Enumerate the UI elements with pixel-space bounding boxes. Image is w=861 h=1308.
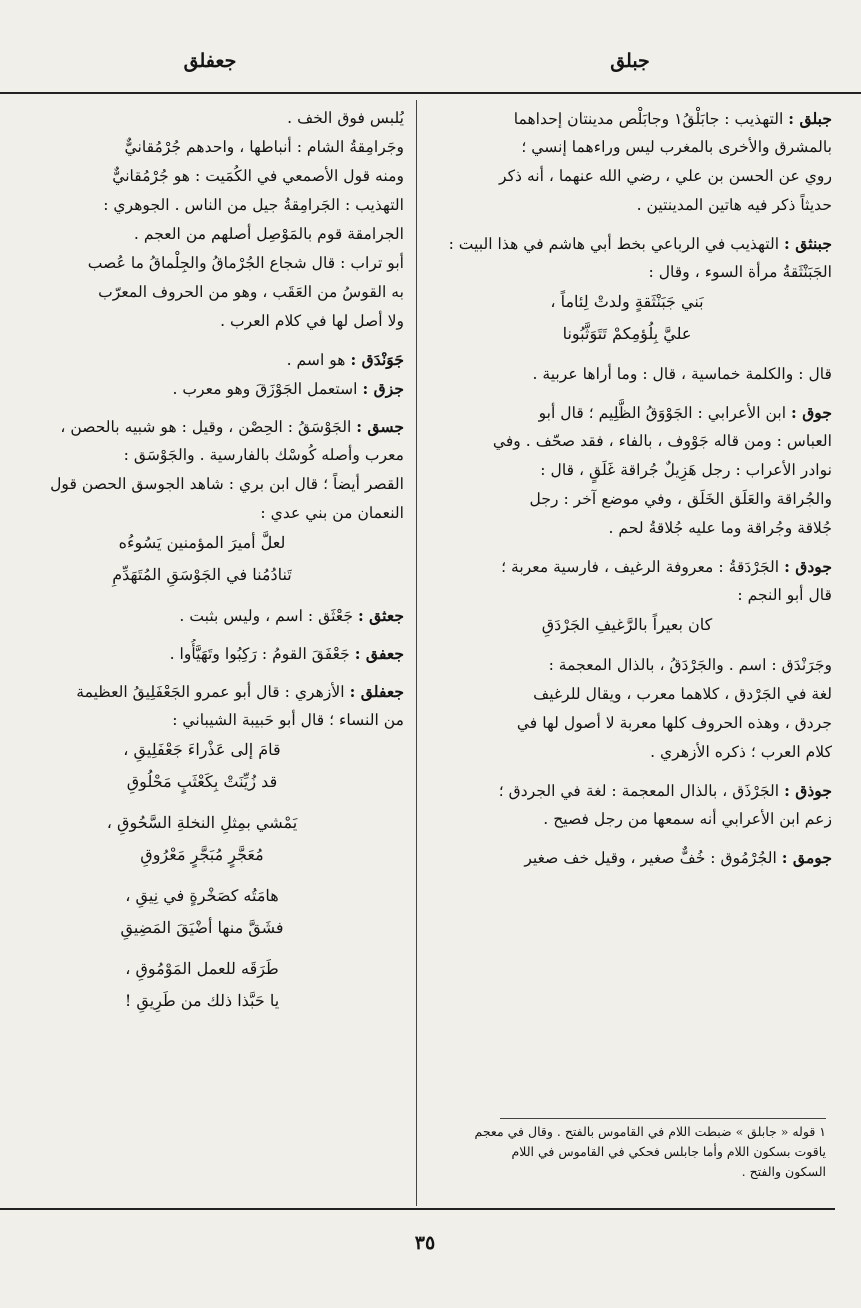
verse-line: بَني جَبَنْثَقةٍ ولدتْ لِئاماً ،: [550, 292, 704, 311]
entry-text: جَعْفَقَ القومُ : رَكِبُوا وتَهَيَّأُوا .: [169, 645, 355, 663]
entry-line: [422, 843, 832, 872]
headword: جوق :: [791, 403, 832, 422]
left-running-head: جعفلق: [183, 50, 237, 72]
column-divider: [416, 100, 417, 1206]
entry-text: التهذيب في الرباعي بخط أبي هاشم في هذا البيت :: [448, 235, 785, 253]
verse-line: طَرَقَه للعمل المَوْمُوقِ ،: [125, 959, 279, 978]
entry-line: [422, 776, 832, 805]
footnote-line: السكون والفتح .: [741, 1164, 826, 1179]
left-column: [0, 104, 404, 1018]
footnote-line: ١ قوله « جابلق » ضبطت اللام في القاموس بالفتح . وقال في معجم: [474, 1124, 826, 1139]
entry-line: [0, 639, 404, 668]
headword: جعفق :: [354, 644, 404, 663]
headword: جوذق :: [784, 781, 832, 800]
text-line: النعمان من بني عدي :: [260, 504, 404, 522]
entry-line: [0, 677, 404, 706]
entry-line: [422, 398, 832, 427]
verse-line: هامَتُه كصَخْرةٍ في نِيقِ ،: [125, 886, 279, 905]
text-line: أبو تراب : قال شجاع الجُرْماقُ والجِلْماقُ ما عُصب: [87, 254, 404, 272]
headword: جعفلق :: [349, 682, 404, 701]
bottom-rule: [0, 1208, 835, 1210]
entry-text: الأزهري : قال أبو عمرو الجَعْفَلِيقُ العظيمة: [76, 683, 350, 701]
top-rule: [0, 92, 861, 94]
text-line: ولا أصل لها في كلام العرب .: [220, 312, 404, 330]
text-line: وجَرامِقةُ الشام : أنباطها ، واحدهم جُرْمُقانيٌّ: [124, 138, 404, 156]
entry-line: [0, 601, 404, 630]
text-line: نوادر الأعراب : رجل هَزِيلٌ جُراقة غَلَقٍ ، قال :: [540, 461, 832, 479]
text-line: به القوسُ من العَقَب ، وهو من الحروف المعرّب: [98, 283, 404, 301]
text-line: جردق ، وهذه الحروف كلها معربة لا أصول لها في: [516, 714, 832, 732]
text-line: حديثاً ذكر فيه هاتين المدينتين .: [636, 196, 832, 214]
text-line: زعم ابن الأعرابي أنه سمعها من رجل فصيح .: [543, 810, 832, 828]
text-line: يُلبس فوق الخف .: [287, 109, 404, 127]
entry-line: [0, 345, 404, 374]
text-line: الجَبَنْثَقةُ مرأة السوء ، وقال :: [648, 263, 832, 281]
headword: جعثق :: [357, 606, 404, 625]
entry-text: التهذيب : جابَلْقُ١ وجابَلْص مدينتان إحداهما: [513, 110, 789, 128]
verse-line: فشَقَّ منها أضْيَقَ المَضِيقِ: [120, 918, 284, 937]
entry-text: الجَوْسَقُ : الحِصْن ، وقيل : هو شبيه بالحصن ،: [60, 418, 357, 436]
entry-line: [0, 374, 404, 403]
right-column: [422, 104, 832, 872]
text-line: قال : والكلمة خماسية ، قال : وما أراها عربية .: [532, 365, 832, 383]
footnote: [420, 1122, 826, 1182]
entry-line: [0, 412, 404, 441]
verse-line: لعلَّ أميرَ المؤمنين يَسُوءُه: [118, 533, 286, 552]
headword: جومق :: [781, 848, 832, 867]
text-line: روي عن الحسن بن علي ، رضي الله عنهما ، أنه ذكر: [499, 167, 832, 185]
entry-text: هو اسم .: [286, 351, 351, 369]
text-line: بالمشرق والأخرى بالمغرب ليس وراءهما إنسي ؛: [521, 138, 832, 156]
footnote-rule: [500, 1118, 826, 1119]
entry-text: الجَرْذَق ، بالذال المعجمة : لغة في الجردق ؛: [498, 782, 785, 800]
verse-line: قامَ إلى عَذْراءَ جَعْفَلِيقِ ،: [123, 740, 281, 759]
text-line: والجُراقة والعَلَق الخَلَق ، وفي موضع آخر : رجل: [529, 490, 832, 508]
verse-line: مُعَجَّرٍ مُبَجَّرٍ مَعْرُوقِ: [140, 845, 264, 864]
verse-line: يا حَبَّذا ذلك من طَرِيقِ !: [124, 991, 280, 1010]
entry-line: [422, 552, 832, 581]
headword: جزق :: [362, 379, 404, 398]
text-line: ومنه قول الأصمعي في الكُمَيت : هو جُرْمُقانيٌّ: [112, 167, 404, 185]
text-line: وجَرَنْدَق : اسم . والجَرْدَقُ ، بالذال المعجمة :: [548, 656, 832, 674]
verse-line: كان بعيراً بالرَّغيفِ الجَرْدَقِ: [541, 615, 713, 634]
footnote-line: ياقوت بسكون اللام وأما جابلس فحكي في القاموس في اللام: [511, 1144, 826, 1159]
text-line: كلام العرب ؛ ذكره الأزهري .: [650, 743, 832, 761]
entry-line: [422, 104, 832, 133]
verse-line: تَنادُمُنا في الجَوْسَقِ المُتَهَدِّمِ: [112, 565, 292, 584]
entry-text: جَعْثَق : اسم ، وليس بثبت .: [179, 607, 358, 625]
text-line: جُلاقة وجُراقة وما عليه جُلاقةُ لحم .: [608, 519, 832, 537]
entry-text: الجَرْدَقةُ : معروفة الرغيف ، فارسية معربة ؛: [501, 558, 785, 576]
right-running-head: جبلق: [610, 50, 650, 72]
verse-line: قد زُيِّنَتْ بِكَعْثَبٍ مَحْلُوقِ: [126, 772, 278, 791]
text-line: التهذيب : الجَرامِقةُ جيل من الناس . الجوهري :: [103, 196, 404, 214]
verse-line: يَمْشي بمِثلِ النخلةِ السَّحُوقِ ،: [106, 813, 298, 832]
headword: جبنثق :: [784, 234, 832, 253]
entry-line: [422, 229, 832, 258]
entry-text: الجُرْمُوق : خُفٌّ صغير ، وقيل خف صغير: [524, 849, 782, 867]
entry-text: ابن الأعرابي : الجَوْوَقُ الظَّلِيم ؛ قال أبو: [538, 404, 792, 422]
text-line: الجرامقة قوم بالمَوْصِل أصلهم من العجم .: [133, 225, 404, 243]
text-line: معرب وأصله كُوسْك بالفارسية . والجَوْسَق :: [123, 446, 404, 464]
text-line: لغة في الجَرْدق ، كلاهما معرب ، ويقال للرغيف: [533, 685, 832, 703]
text-line: القصر أيضاً ؛ قال ابن بري : شاهد الجوسق الحصن قول: [50, 475, 404, 493]
headword: جسق :: [356, 417, 404, 436]
text-line: العباس : ومن قاله جَوْوف ، بالفاء ، فقد صحّف . وفي: [492, 432, 832, 450]
headword: جودق :: [784, 557, 832, 576]
verse-line: عليَّ بِلُؤمِكمْ تَتَوَثَّبُونا: [562, 324, 692, 343]
headword: جَوَنْدَق :: [350, 350, 404, 369]
headword: جبلق :: [788, 109, 832, 128]
entry-text: استعمل الجَوْزَقَ وهو معرب .: [172, 380, 363, 398]
page-number: ٣٥: [414, 1232, 436, 1254]
text-line: من النساء ؛ قال أبو حَبيبة الشيباني :: [172, 711, 404, 729]
text-line: قال أبو النجم :: [737, 586, 832, 604]
